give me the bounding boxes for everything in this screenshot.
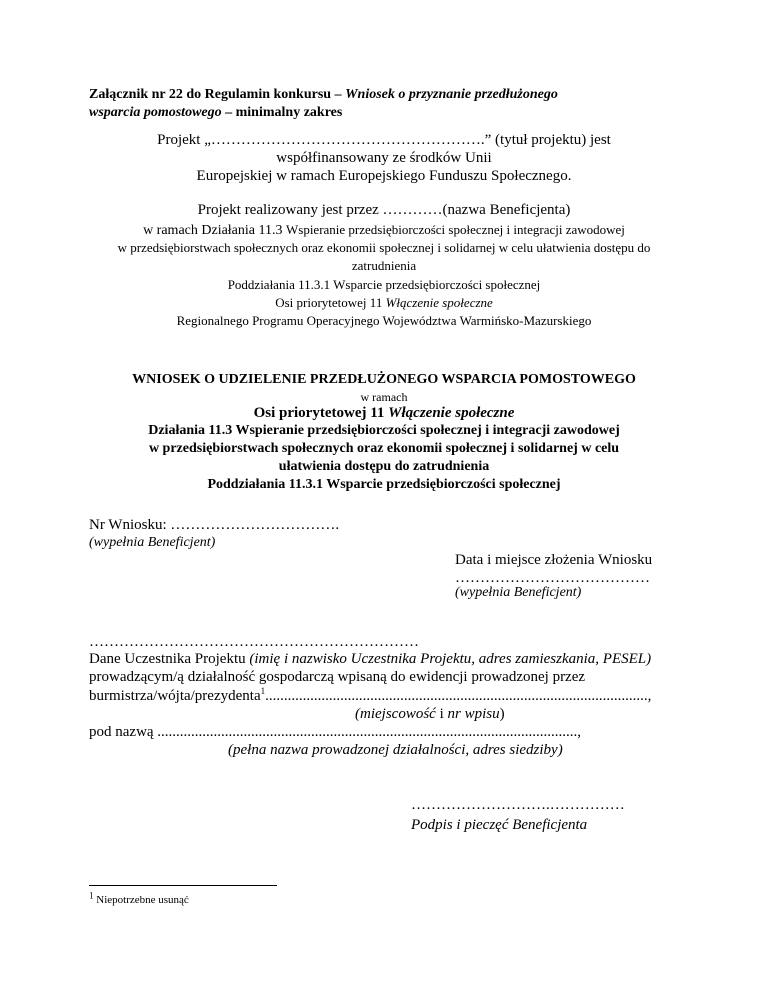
title-submeasure: Poddziałania 11.3.1 Wsparcie przedsiębiorczości społecznej [207,477,561,492]
authority-field: ......................................................................................................, [265,688,652,704]
paren-close: ) [499,706,505,722]
participant-hint: (imię i nazwisko Uczestnika Projektu, adres zamieszkania, PESEL) [249,651,652,667]
attachment-header-line2 [89,105,342,121]
number-hint: nr wpisu [447,706,500,722]
measure-continuation: w przedsiębiorstwach społecznych oraz ekonomii społecznej i solidarnej w celu ułatwienia dostępu do [117,240,651,255]
attachment-header-line1 [89,87,558,103]
priority-axis-name: Włączenie społeczne [385,295,493,310]
business-name-hint: (pełna nazwa prowadzonej działalności, adres siedziby) [228,742,563,758]
measure-end: zatrudnienia [351,258,417,273]
participant-label: Dane Uczestnika Projektu [89,651,250,667]
footnote-ref: 1 [260,686,266,696]
footnote-text: Niepotrzebne usunąć [93,894,189,906]
cofinancing-line: współfinansowany ze środków Unii [276,150,492,166]
measure-name: Wspieranie przedsiębiorczości społecznej i integracji zawodowej [285,222,625,237]
title-action-line3: ułatwienia dostępu do zatrudnienia [278,459,490,474]
application-number-note: (wypełnia Beneficjent) [89,535,216,550]
participant-data-label [89,651,651,668]
footnote [89,890,189,906]
attachment-title-part1: Wniosek o przyznanie przedłużonego [345,87,558,102]
title-action-line1: Działania 11.3 Wspieranie przedsiębiorczości społecznej i integracji zawodowej [148,423,620,438]
attachment-scope: – minimalny zakres [221,105,343,120]
title-axis-name: Włączenie społeczne [388,405,515,421]
submission-date-field: ………………………………… [455,570,650,586]
title-action-line2: w przedsiębiorstwach społecznych oraz ekonomii społecznej i solidarnej w celu [148,441,620,456]
and-word: i [435,706,448,722]
attachment-title-part2: wsparcia pomostowego [89,105,222,120]
title-w-ramach: w ramach [360,390,408,404]
title-axis-label: Osi priorytetowej 11 [253,405,389,421]
submission-date-note: (wypełnia Beneficjent) [455,585,582,600]
measure-label: w ramach Działania 11.3 [143,223,286,238]
participant-data-field: ………………………………………………………… [89,634,419,650]
title-axis [0,405,768,422]
authority-line [89,688,651,705]
submeasure-line: Poddziałania 11.3.1 Wsparcie przedsiębiorczości społecznej [227,277,541,292]
signature-field: ……………………….…………… [411,797,625,813]
submission-date-label: Data i miejsce złożenia Wniosku [455,552,653,568]
measure-line [0,221,768,239]
business-registry-line: prowadzącym/ą działalność gospodarczą wpisaną do ewidencji prowadzonej przez [89,669,586,685]
project-title-line: Projekt „……………………………………………….” (tytuł projektu) jest [157,132,611,148]
footnote-number: 1 [89,890,94,901]
signature-label: Podpis i pieczęć Beneficjenta [411,817,588,833]
place-hint: (miejscowość [355,706,436,722]
esf-line: Europejskiej w ramach Europejskiego Funduszu Społecznego. [196,168,572,184]
place-number-hint [355,706,505,723]
business-name-field: pod nazwą ................................................................................................................, [89,724,582,740]
rpo-line: Regionalnego Programu Operacyjnego Województwa Warmińsko-Mazurskiego [176,313,592,328]
authority-label: burmistrza/wójta/prezydenta [89,688,261,704]
footnote-divider [89,885,277,886]
beneficiary-line: Projekt realizowany jest przez …………(nazwa Beneficjenta) [197,202,571,218]
priority-axis-label: Osi priorytetowej 11 [275,295,386,310]
document-title: WNIOSEK O UDZIELENIE PRZEDŁUŻONEGO WSPARCIA POMOSTOWEGO [132,372,636,387]
application-number-field: Nr Wniosku: ……………………………. [89,517,340,533]
priority-axis-line [0,295,768,311]
attachment-label: Załącznik nr 22 do Regulamin konkursu – [89,87,346,102]
